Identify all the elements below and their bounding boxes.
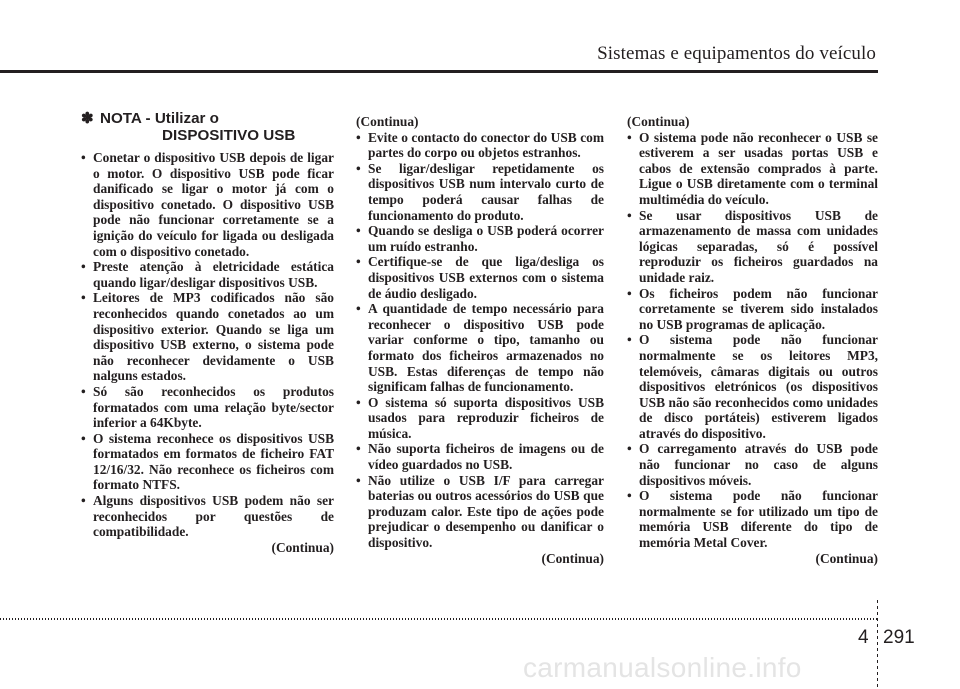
continued-label: (Continua) xyxy=(815,550,878,566)
continued-label: (Continua) xyxy=(271,539,334,555)
note-title xyxy=(81,110,334,127)
note-title-line2: DISPOSITIVO USB xyxy=(162,127,296,144)
continued-head: (Continua) xyxy=(627,114,690,129)
col3-list xyxy=(627,130,878,551)
column-2 xyxy=(356,114,604,566)
header-rule xyxy=(0,70,878,73)
list-item: • O sistema pode não funcionar normalmente se os leitores MP3, telemóveis, câmaras digitais ou outros dispositivos eletrónicos (os dispositivos USB não são reconhecidos como unidades de disco portáteis) estiverem ligados através do dispositivo. xyxy=(627,332,878,441)
column-3 xyxy=(627,114,878,566)
list-item: • Quando se desliga o USB poderá ocorrer um ruído estranho. xyxy=(356,223,604,254)
list-item: • O carregamento através do USB pode não funcionar no caso de alguns dispositivos móveis. xyxy=(627,441,878,488)
list-item: • O sistema pode não reconhecer o USB se estiverem a ser usadas portas USB e cabos de extensão comprados à parte. Ligue o USB diretamente com o terminal multimédia do veículo. xyxy=(627,130,878,208)
list-item: • Certifique-se de que liga/desliga os dispositivos USB externos com o sistema de áudio desligado. xyxy=(356,254,604,301)
list-item: • Evite o contacto do conector do USB com partes do corpo ou objetos estranhos. xyxy=(356,130,604,161)
col2-list xyxy=(356,130,604,551)
watermark: carmanualsonline.info xyxy=(523,652,802,683)
list-item: • Não suporta ficheiros de imagens ou de vídeo guardados no USB. xyxy=(356,441,604,472)
list-item: • Só são reconhecidos os produtos formatados com uma relação byte/sector inferior a 64Kbyte. xyxy=(81,384,334,431)
list-item: • Não utilize o USB I/F para carregar baterias ou outros acessórios do USB que produzam calor. Este tipo de ações pode prejudicar o desempenho ou danificar o dispositivo. xyxy=(356,473,604,551)
list-item: • Os ficheiros podem não funcionar corretamente se tiverem sido instalados no USB programas de aplicação. xyxy=(627,286,878,333)
continued-head: (Continua) xyxy=(356,114,419,129)
list-item: • Conetar o dispositivo USB depois de ligar o motor. O dispositivo USB pode ficar danificado se ligar o motor já com o dispositivo conetado. O dispositivo USB pode não funcionar corretamente se a ignição do veículo for ligada ou desligada com o dispositivo conetado. xyxy=(81,150,334,259)
list-item: • O sistema reconhece os dispositivos USB formatados em formatos de ficheiro FAT 12/16/32. Não reconhece os ficheiros com formato NTFS. xyxy=(81,431,334,493)
page-number: 291 xyxy=(883,627,915,648)
list-item: • O sistema pode não funcionar normalmente se for utilizado um tipo de memória USB diferente do tipo de memória Metal Cover. xyxy=(627,488,878,550)
list-item: • Preste atenção à eletricidade estática quando ligar/desligar dispositivos USB. xyxy=(81,259,334,290)
note-star-icon: ✽ xyxy=(81,110,94,127)
list-item: • Leitores de MP3 codificados não são reconhecidos quando conetados ao um dispositivo exterior. Quando se liga um dispositivo USB externo, o sistema pode não reconhecer devidamente o USB nalguns estados. xyxy=(81,290,334,384)
footer-vertical-rule xyxy=(877,600,878,689)
continued-label: (Continua) xyxy=(541,550,604,566)
header-section-title: Sistemas e equipamentos do veículo xyxy=(597,43,876,64)
chapter-number: 4 xyxy=(858,627,869,648)
list-item: • Se ligar/desligar repetidamente os dispositivos USB num intervalo curto de tempo poderá causar falhas de funcionamento do produto. xyxy=(356,161,604,223)
list-item: • Alguns dispositivos USB podem não ser reconhecidos por questões de compatibilidade. xyxy=(81,493,334,540)
list-item: • O sistema só suporta dispositivos USB usados para reproduzir ficheiros de música. xyxy=(356,395,604,442)
note-title-line1: NOTA - Utilizar o xyxy=(100,110,219,127)
col1-list xyxy=(81,150,334,540)
list-item: • Se usar dispositivos USB de armazenamento de massa com unidades lógicas separadas, só é possível reproduzir os ficheiros guardados na unidade raiz. xyxy=(627,208,878,286)
list-item: • A quantidade de tempo necessário para reconhecer o dispositivo USB pode variar conforme o tipo, tamanho ou formato dos ficheiros armazenados no USB. Estas diferenças de tempo não significam falhas de funcionamento. xyxy=(356,301,604,395)
column-1 xyxy=(81,110,334,555)
footer-rule xyxy=(0,618,878,620)
